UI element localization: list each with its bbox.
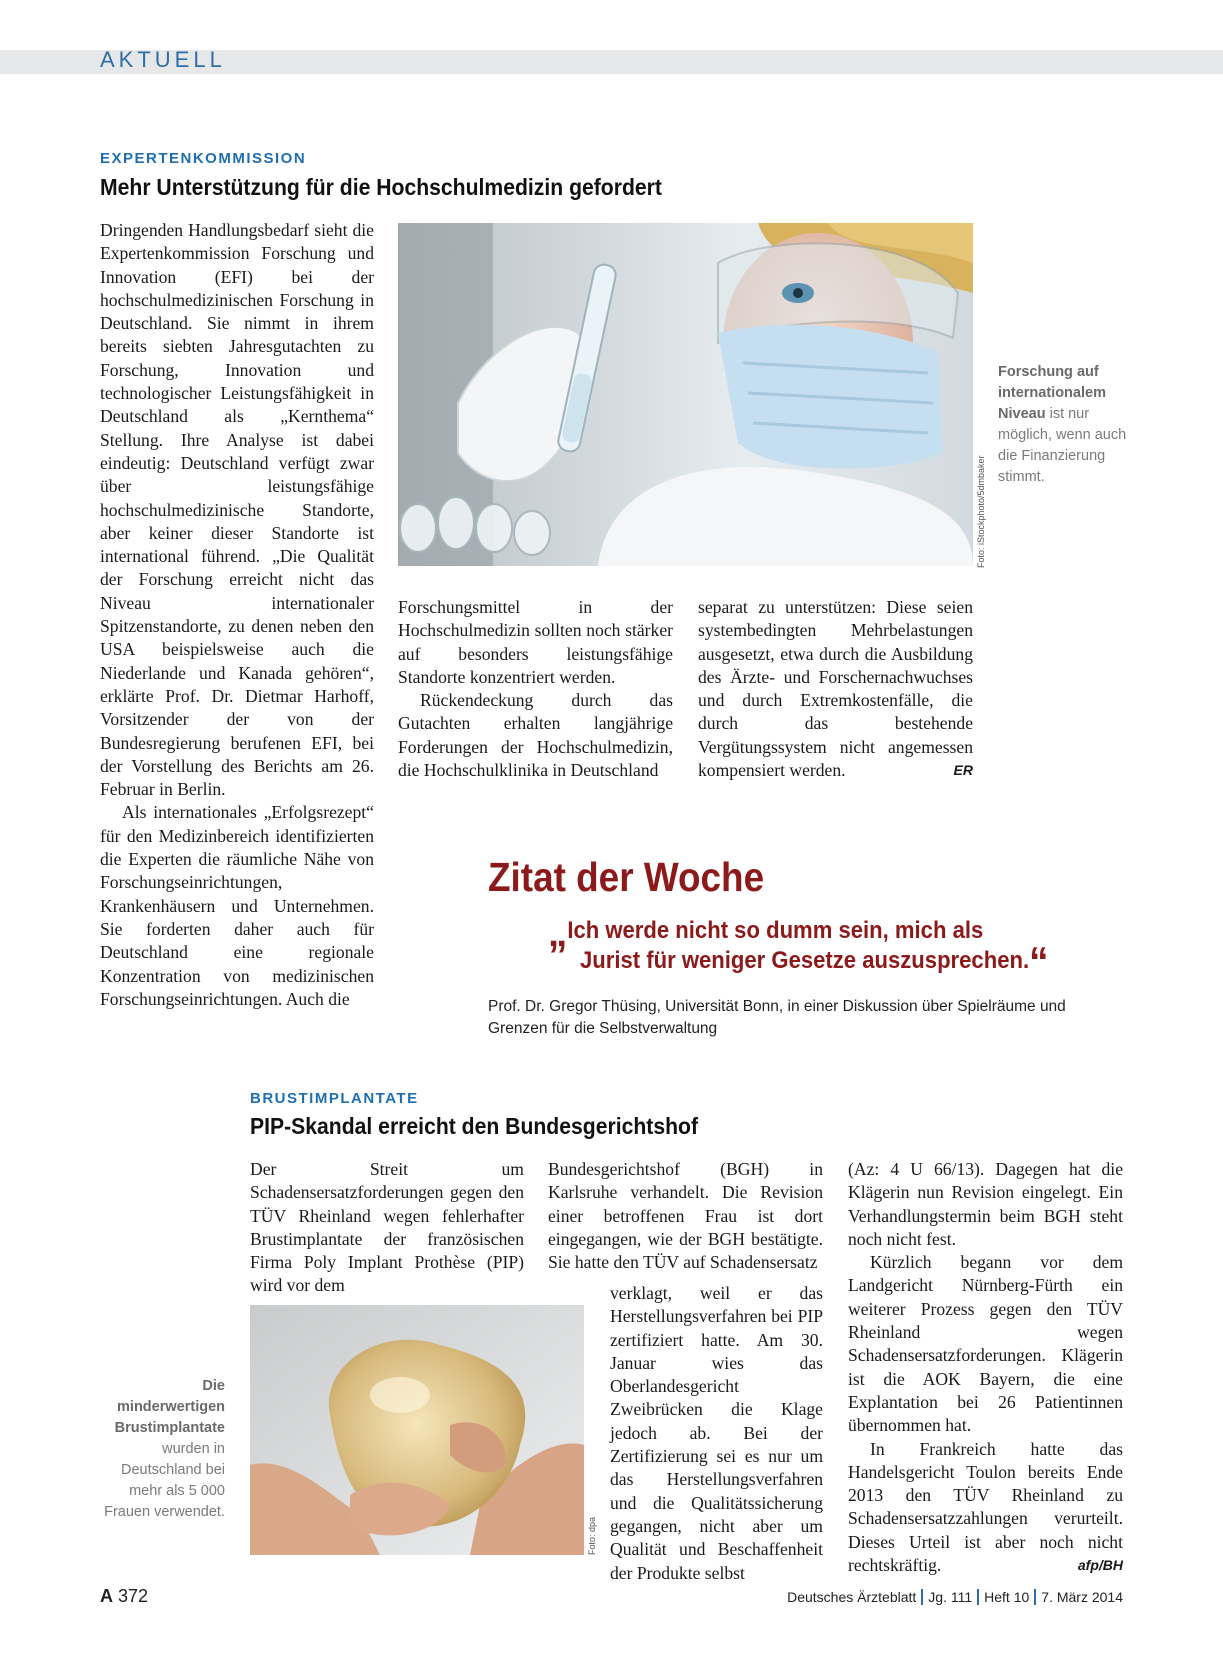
article1-signature: ER bbox=[953, 762, 973, 779]
article1-column-2 bbox=[398, 596, 673, 782]
article1-col3-paragraph-1: separat zu unterstützen: Diese seien systembedingten Mehrbelastungen ausgesetzt, etwa durch die Ausbildung des Ärzte- und Forschernachwuchses und durch Extremkostenfälle, die durch das bestehende Vergütungssystem nicht angemessen kompensiert werden. bbox=[698, 597, 973, 781]
article2-kicker: BRUSTIMPLANTATE bbox=[250, 1090, 419, 1107]
quote-title: Zitat der Woche bbox=[488, 854, 765, 900]
page-prefix: A bbox=[100, 1586, 113, 1606]
article2-col1-paragraph: Der Streit um Schadensersatzforderungen gegen den TÜV Rheinland wegen fehlerhafter Brustimplantate der französischen Firma Poly Implant Prothèse (PIP) wird vor dem bbox=[250, 1159, 524, 1296]
article2-caption-bold: Die minderwertigen Brustimplantate bbox=[114, 1378, 225, 1436]
footer-journal: Deutsches Ärzteblatt bbox=[787, 1589, 917, 1605]
article2-column-2-top bbox=[548, 1158, 823, 1274]
footer-separator bbox=[977, 1589, 979, 1605]
article2-column-1 bbox=[250, 1158, 524, 1298]
page-number bbox=[100, 1586, 148, 1607]
quote-attribution: Prof. Dr. Gregor Thüsing, Universität Bonn, in einer Diskussion über Spielräume und Grenzen für die Selbstverwaltung bbox=[488, 998, 1066, 1037]
article1-col2-paragraph-2: Rückendeckung durch das Gutachten erhalten langjährige Forderungen der Hochschulmedizin, die Hochschulklinika in Deutschland bbox=[398, 690, 673, 781]
implant-photo bbox=[250, 1305, 584, 1555]
quote-line-1 bbox=[548, 908, 984, 955]
article1-caption-bold: Forschung auf internationalem Niveau bbox=[998, 364, 1106, 422]
article2-photo-caption bbox=[95, 1376, 225, 1523]
article1-col1-paragraph-2: Als internationales „Erfolgsrezept“ für den Medizinbereich identifizierten die Experten die räumliche Nähe von Forschungseinrichtungen, Krankenhäusern und Unternehmen. Sie forderten daher auch für Deutschland eine regionale Konzentration von medizinischen Forschungseinrichtungen. Auch die bbox=[100, 802, 374, 1009]
article2-column-2-bottom bbox=[610, 1282, 823, 1585]
article2-signature: afp/BH bbox=[1077, 1557, 1123, 1574]
page-number-value: 372 bbox=[118, 1586, 149, 1606]
article1-col2-paragraph-1: Forschungsmittel in der Hochschulmedizin sollten noch stärker auf besonders leistungsfähige Standorte konzentriert werden. bbox=[398, 597, 673, 687]
footer-volume: Jg. 111 bbox=[928, 1589, 973, 1605]
article2-col3-paragraph-1: (Az: 4 U 66/13). Dagegen hat die Klägerin nun Revision eingelegt. Ein Verhandlungstermin beim BGH steht noch nicht fest. bbox=[848, 1159, 1123, 1249]
footer-date: 7. März 2014 bbox=[1041, 1589, 1123, 1605]
quote-close-mark: “ bbox=[1029, 938, 1049, 985]
lab-photo-illustration bbox=[398, 223, 973, 566]
article2-col3-paragraph-2: Kürzlich begann vor dem Landgericht Nürnberg-Fürth ein weiterer Prozess gegen den TÜV Rheinland wegen Schadensersatzforderungen. Klägerin ist die AOK Bayern, die eine Explantation bei 26 Patientinnen übernommen hat. bbox=[848, 1252, 1123, 1436]
article2-photo-credit: Foto: dpa bbox=[587, 1516, 597, 1555]
quote-open-mark: „ bbox=[548, 908, 568, 955]
footer-separator bbox=[1034, 1589, 1036, 1605]
footer-journal-info bbox=[787, 1589, 1123, 1605]
article1-caption-text: ist nur möglich, wenn auch die Finanzierung stimmt. bbox=[998, 406, 1127, 485]
quote-line-2 bbox=[580, 938, 1049, 985]
article1-photo-credit: Foto: iStockphoto/5dmbaker bbox=[976, 455, 986, 568]
article1-kicker: EXPERTENKOMMISSION bbox=[100, 150, 307, 167]
quote-text-line-2: Jurist für weniger Gesetze auszusprechen. bbox=[580, 947, 1030, 974]
article2-column-3 bbox=[848, 1158, 1123, 1577]
lab-photo bbox=[398, 223, 973, 566]
article1-col1-paragraph-1: Dringenden Handlungsbedarf sieht die Expertenkommission Forschung und Innovation (EFI) bei der hochschulmedizinischen Forschung in Deutschland. Sie nimmt in ihrem bereits siebten Jahresgutachten zu Forschung, Innovation und technologischer Leistungsfähigkeit in Deutschland als „Kernthema“ Stellung. Ihre Analyse ist dabei eindeutig: Deutschland verfügt zwar über leistungsfähige hochschulmedizinische Standorte, aber keiner dieser Standorte ist international führend. „Die Qualität der Forschung erreicht nicht das Niveau internationaler Spitzenstandorte, zu denen neben den USA beispielsweise auch die Niederlande und Kanada gehören“, erklärte Prof. Dr. Dietmar Harhoff, Vorsitzender der von der Bundesregierung berufenen EFI, bei der Vorstellung des Berichts am 26. Februar in Berlin. bbox=[100, 220, 374, 800]
article2-col3-paragraph-3: In Frankreich hatte das Handelsgericht Toulon bereits Ende 2013 den TÜV Rheinland zu Schadensersatzzahlungen verurteilt. Dieses Urteil ist aber noch nicht rechtskräftig. bbox=[848, 1438, 1123, 1576]
quote-text-line-1: Ich werde nicht so dumm sein, mich als bbox=[567, 917, 984, 944]
implant-photo-illustration bbox=[250, 1305, 584, 1555]
article2-col2-paragraph-bottom: verklagt, weil er das Herstellungsverfahren bei PIP zertifiziert hatte. Am 30. Januar wies das Oberlandesgericht Zweibrücken die Klage jedoch ab. Bei der Zertifizierung sei es nur um das Herstellungsverfahren und die Qualitätssicherung gegangen, nicht aber um Qualität und Beschaffenheit der Produkte selbst bbox=[610, 1283, 823, 1583]
article1-column-3 bbox=[698, 596, 973, 782]
footer-issue: Heft 10 bbox=[984, 1589, 1030, 1605]
article1-headline: Mehr Unterstützung für die Hochschulmedizin gefordert bbox=[100, 174, 662, 200]
article2-headline: PIP-Skandal erreicht den Bundesgerichtshof bbox=[250, 1113, 698, 1139]
article1-photo-caption bbox=[998, 362, 1128, 488]
article2-caption-text: wurden in Deutschland bei mehr als 5 000 Frauen verwendet. bbox=[104, 1441, 225, 1520]
article2-col2-paragraph-top: Bundesgerichtshof (BGH) in Karlsruhe verhandelt. Die Revision einer betroffenen Frau ist dort eingegangen, wie der BGH bestätigte. Sie hatte den TÜV auf Schadensersatz bbox=[548, 1159, 823, 1273]
article1-column-1 bbox=[100, 219, 374, 1011]
section-rubric: AKTUELL bbox=[100, 47, 226, 72]
footer-separator bbox=[921, 1589, 923, 1605]
